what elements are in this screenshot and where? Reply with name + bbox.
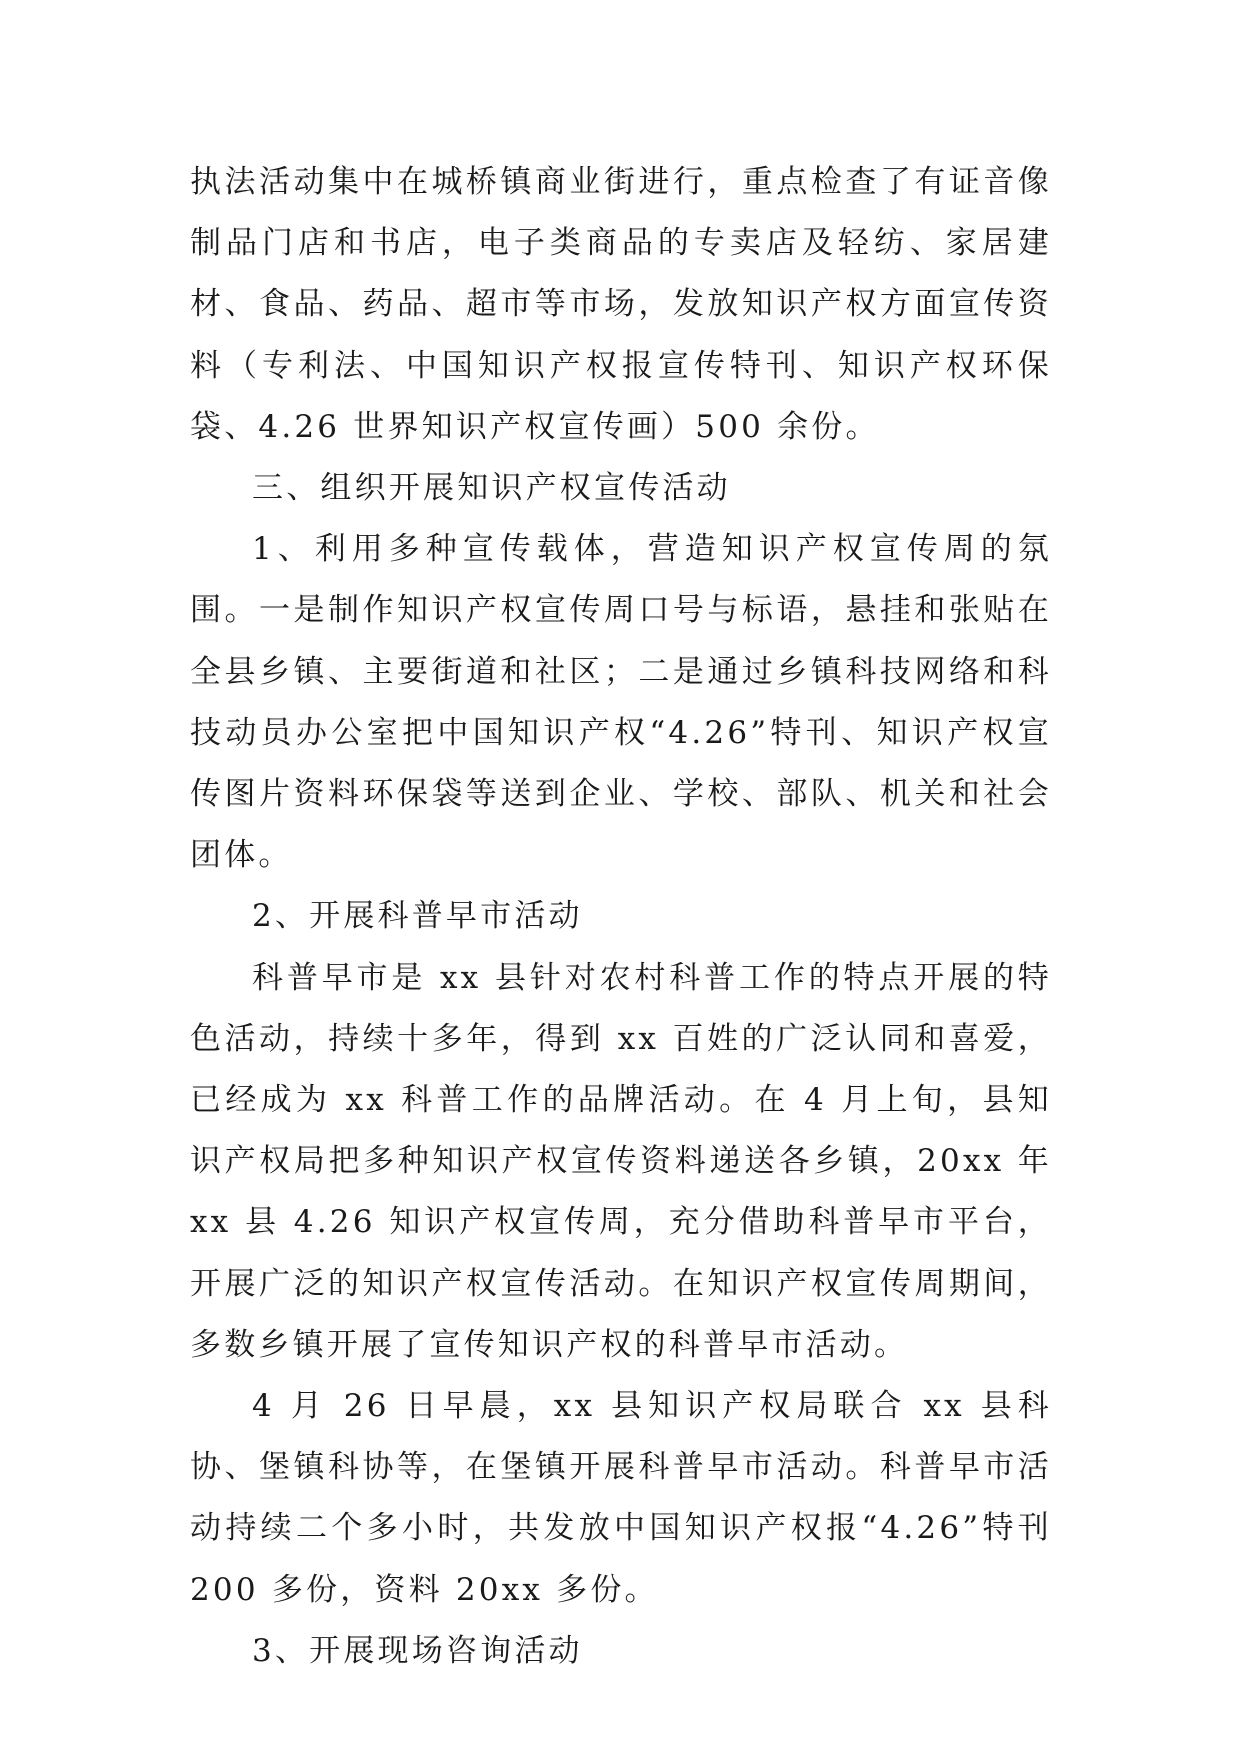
heading-section-three: 三、组织开展知识产权宣传活动 xyxy=(252,470,731,507)
heading-item-two: 2、开展科普早市活动 xyxy=(252,898,583,935)
paragraph-april-26-event: 4 月 26 日早晨，xx 县知识产权局联合 xx 县科协、堡镇科协等，在堡镇开展科普早市活动。科普早市活动持续二个多小时，共发放中国知识产权报“4.26”特刊 200 多份，资料 20xx 多份。 xyxy=(190,1388,1052,1608)
paragraph-science-market: 科普早市是 xx 县针对农村科普工作的特点开展的特色活动，持续十多年，得到 xx 百姓的广泛认同和喜爱，已经成为 xx 科普工作的品牌活动。在 4 月上旬，县知识产权局把多种知识产权宣传资料递送各乡镇，20xx 年 xx 县 4.26 知识产权宣传周，充分借助科普早市平台，开展广泛的知识产权宣传活动。在知识产权宣传周期间，多数乡镇开展了宣传知识产权的科普早市活动。 xyxy=(190,959,1052,1363)
heading-item-three: 3、开展现场咨询活动 xyxy=(252,1632,583,1669)
document-body xyxy=(190,152,1052,1682)
paragraph-item-one: 1、利用多种宣传载体，营造知识产权宣传周的氛围。一是制作知识产权宣传周口号与标语，悬挂和张贴在全县乡镇、主要街道和社区；二是通过乡镇科技网络和科技动员办公室把中国知识产权“4.26”特刊、知识产权宣传图片资料环保袋等送到企业、学校、部队、机关和社会团体。 xyxy=(190,531,1052,874)
paragraph-enforcement-activity: 执法活动集中在城桥镇商业街进行，重点检查了有证音像制品门店和书店，电子类商品的专卖店及轻纺、家居建材、食品、药品、超市等市场，发放知识产权方面宣传资料（专利法、中国知识产权报宣传特刊、知识产权环保袋、4.26 世界知识产权宣传画）500 余份。 xyxy=(190,164,1052,445)
